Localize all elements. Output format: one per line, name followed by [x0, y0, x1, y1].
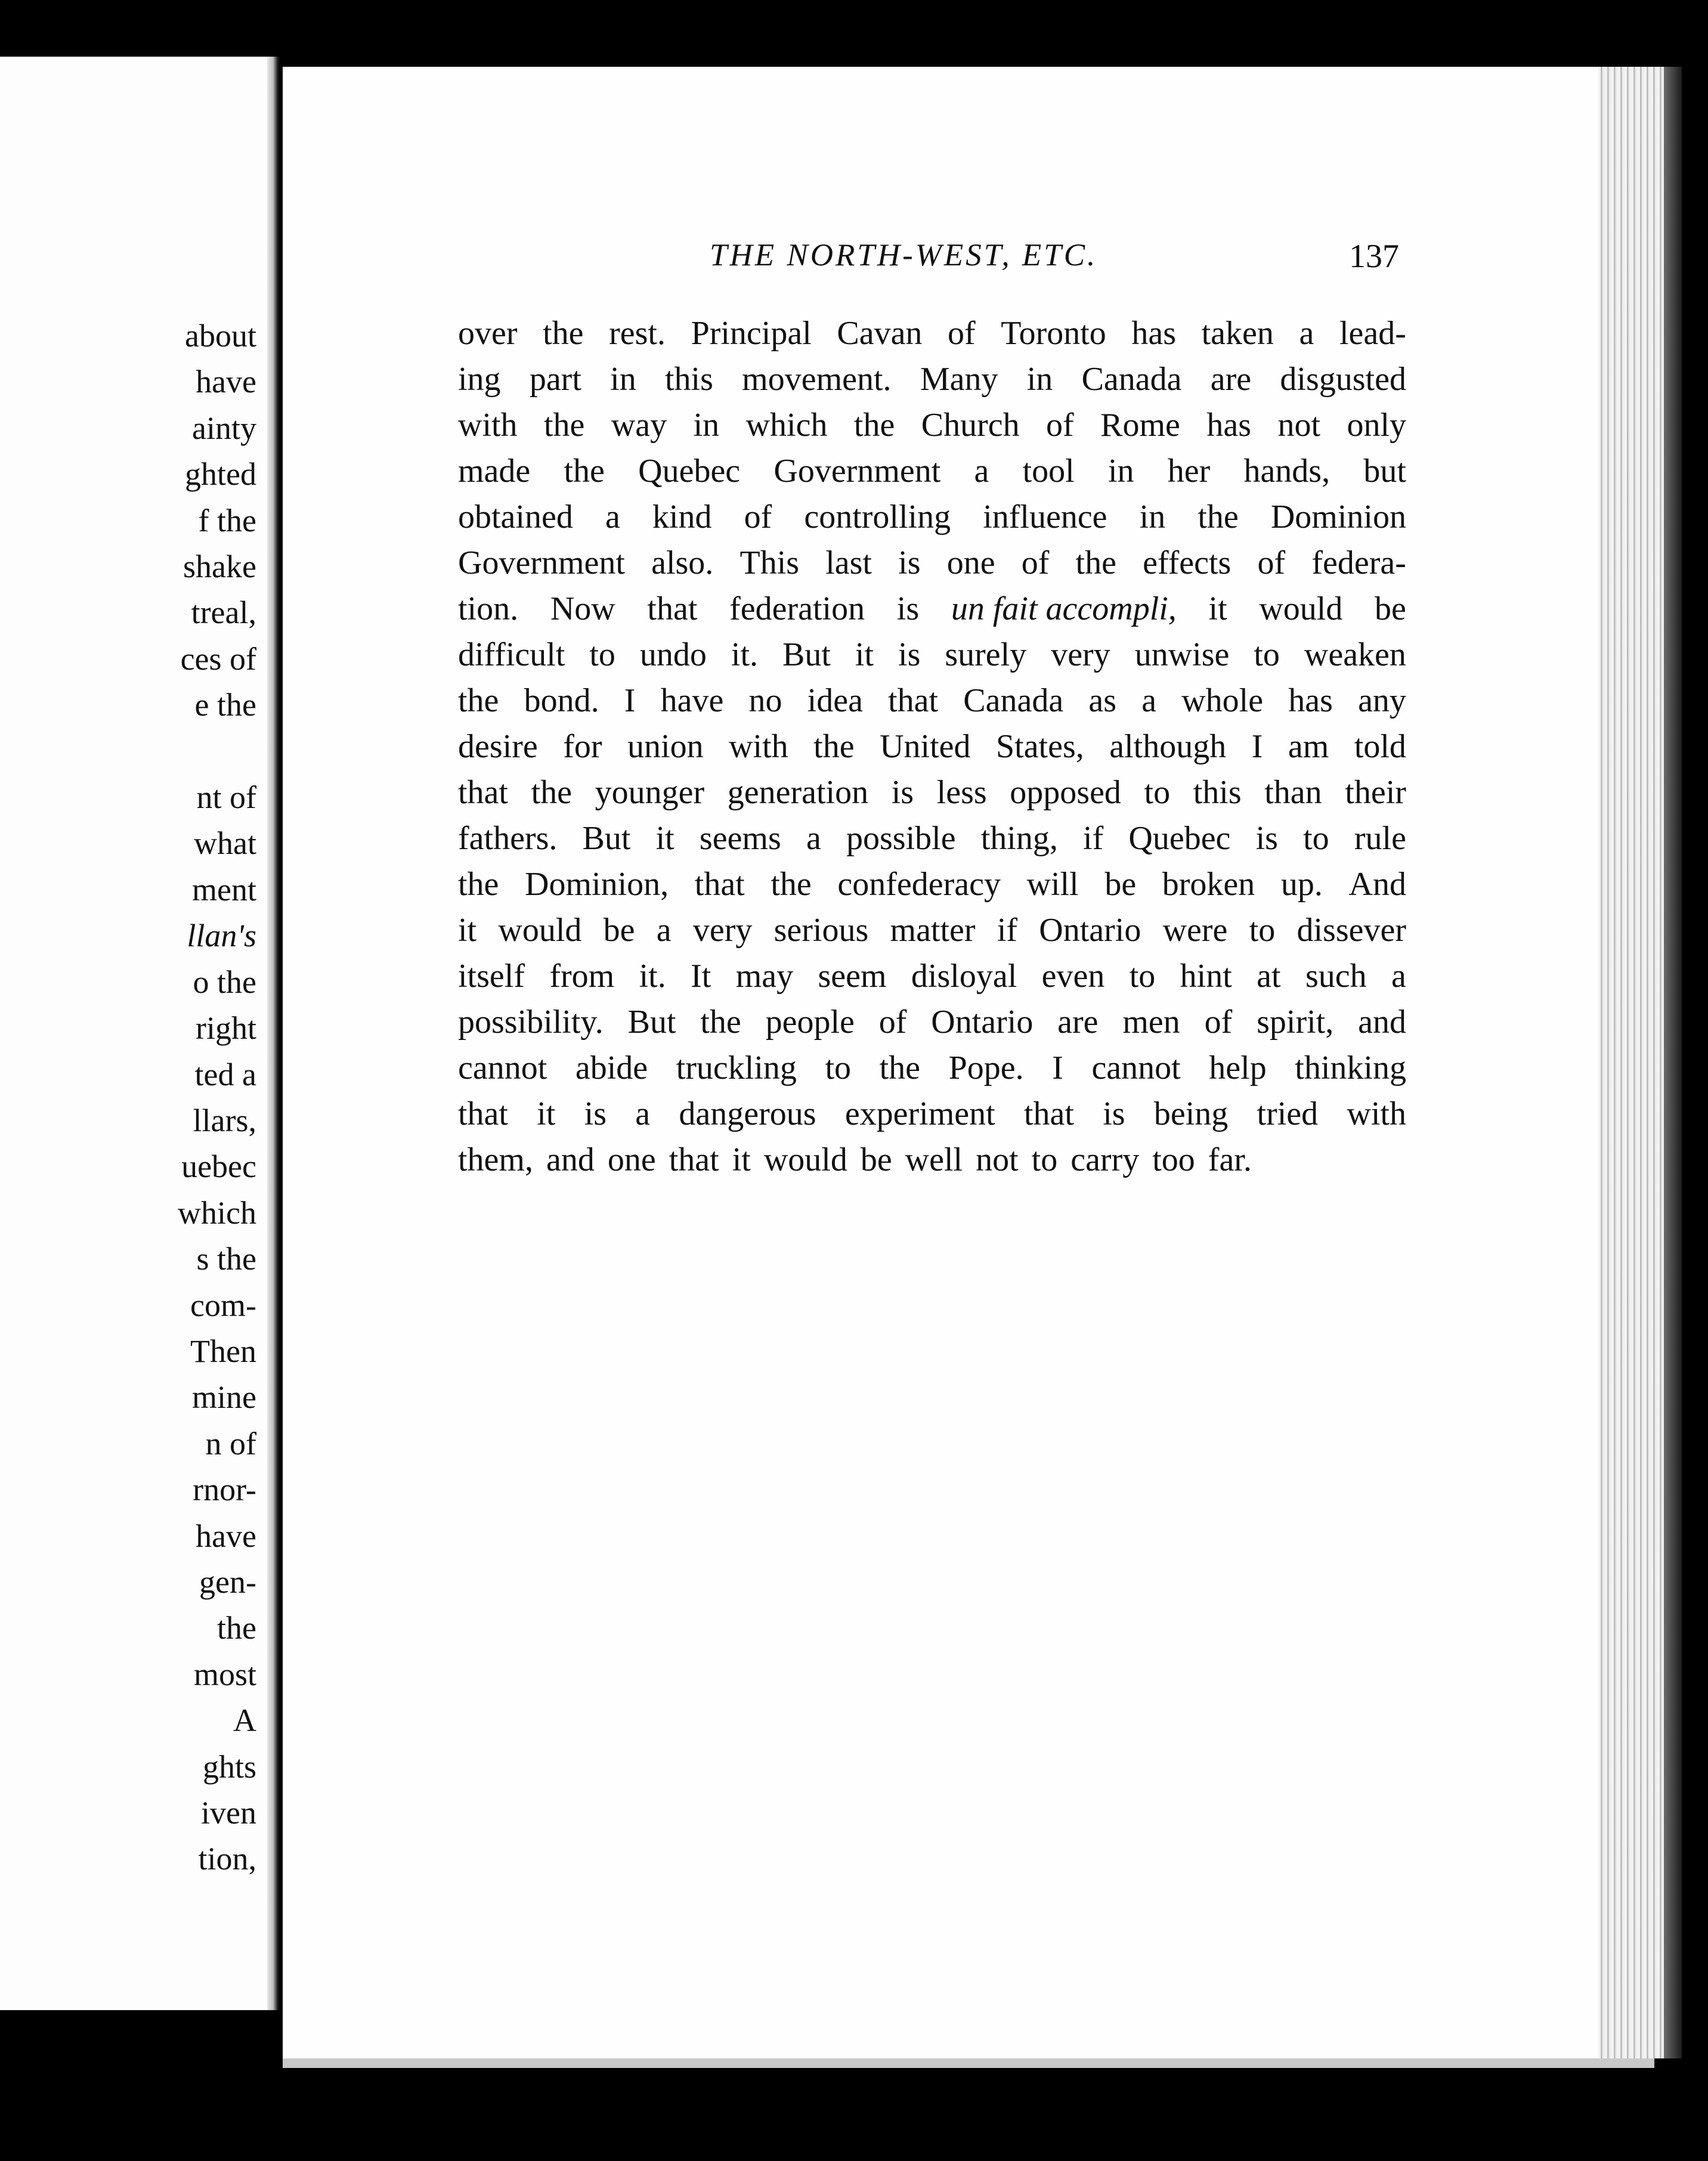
word: a — [1141, 682, 1157, 719]
word: Many — [920, 361, 998, 398]
left-page-fragment: llan's — [187, 918, 256, 954]
word: it — [537, 1095, 556, 1132]
word: States, — [995, 728, 1084, 765]
word: to — [1129, 958, 1156, 995]
word: a — [1299, 315, 1314, 352]
word: carry — [1070, 1141, 1140, 1178]
word: thinking — [1295, 1049, 1406, 1086]
word: serious — [773, 912, 869, 949]
word: any — [1358, 682, 1406, 719]
word: Principal — [691, 315, 812, 352]
word: But — [627, 1004, 676, 1041]
word: far. — [1208, 1141, 1252, 1178]
left-page-text-fragments — [6, 313, 256, 1883]
book-cover-edge — [1664, 67, 1682, 2058]
word: in — [693, 407, 720, 444]
word: hint — [1180, 958, 1232, 995]
word: it. — [639, 958, 666, 995]
page-bottom-edge — [283, 2058, 1654, 2068]
word: I — [1052, 1049, 1063, 1086]
word: I — [1251, 728, 1263, 765]
text-line — [458, 494, 1406, 540]
word: lead- — [1339, 315, 1406, 352]
word: of — [1257, 544, 1286, 581]
word: the — [543, 315, 584, 352]
word: that — [669, 1141, 719, 1178]
word: this — [1193, 774, 1242, 811]
word: thing, — [980, 820, 1058, 857]
word: Dominion — [1270, 499, 1406, 535]
word: a — [635, 1095, 651, 1132]
word: her — [1167, 453, 1211, 490]
word: have — [660, 682, 724, 719]
word: Canada — [1081, 361, 1182, 398]
word: is — [1255, 820, 1278, 857]
left-page-fragment: have — [196, 1518, 256, 1554]
word: it — [732, 1141, 751, 1178]
left-page-fragment: llars, — [193, 1102, 256, 1138]
word: would — [763, 1141, 847, 1178]
word: were — [1162, 912, 1228, 949]
left-page-fragment: right — [196, 1010, 256, 1047]
word: undo — [639, 636, 707, 673]
left-page-fragment: ces of — [180, 640, 256, 677]
word: in — [610, 361, 636, 398]
word: dissever — [1297, 912, 1406, 949]
left-page-fragment: uebec — [181, 1148, 256, 1185]
page-edges — [1598, 67, 1664, 2058]
word: that — [458, 1095, 508, 1132]
word: that — [694, 866, 745, 903]
left-page-fragment: have — [196, 364, 256, 400]
word: But — [582, 820, 631, 857]
word: obtained — [458, 499, 573, 535]
word: Church — [921, 407, 1020, 444]
word: has — [1206, 407, 1251, 444]
word: Quebec — [638, 453, 741, 490]
word: It — [691, 958, 711, 995]
left-page-fragment: mine — [192, 1379, 256, 1416]
word: which — [745, 407, 828, 444]
word: truckling — [676, 1049, 797, 1086]
word: be — [1375, 590, 1406, 627]
word: up. — [1280, 866, 1323, 903]
word: their — [1345, 774, 1406, 811]
word: Toronto — [1001, 315, 1106, 352]
word: the — [879, 1049, 921, 1086]
word: to — [1031, 1141, 1058, 1178]
word: the — [1198, 499, 1239, 535]
word: with — [1347, 1095, 1406, 1132]
text-line — [458, 1137, 1406, 1183]
text-line — [458, 1091, 1406, 1137]
word: is — [896, 590, 920, 627]
word: seems — [699, 820, 781, 857]
left-page-fragment: tion, — [198, 1841, 256, 1877]
word: has — [1131, 315, 1177, 352]
word: experiment — [844, 1095, 995, 1132]
word: controlling — [804, 499, 951, 535]
word: be — [860, 1141, 892, 1178]
word: well — [905, 1141, 963, 1178]
text-line — [458, 862, 1406, 908]
word: possible — [846, 820, 956, 857]
word: possibility. — [458, 1004, 604, 1041]
left-page-fragment: ghts — [202, 1748, 256, 1785]
word: fathers. — [458, 820, 558, 857]
word: federa- — [1311, 544, 1406, 581]
word: made — [458, 453, 531, 490]
word: I — [624, 682, 636, 719]
left-page-fragment: gen- — [199, 1564, 256, 1600]
left-page-fragment: nt of — [196, 779, 256, 816]
word: Canada — [963, 682, 1064, 719]
left-page-fragment: s the — [196, 1241, 256, 1277]
text-line — [458, 1045, 1406, 1091]
word: way — [611, 407, 667, 444]
word: abide — [575, 1049, 648, 1086]
word: one — [946, 544, 995, 581]
word: that — [458, 774, 508, 811]
word: is — [891, 774, 914, 811]
word: than — [1264, 774, 1322, 811]
word: last — [825, 544, 872, 581]
word: is — [898, 636, 921, 673]
left-page-fragment: f the — [198, 502, 256, 538]
text-line — [458, 999, 1406, 1045]
word: generation — [727, 774, 869, 811]
word: it. — [731, 636, 759, 673]
word: in — [1139, 499, 1166, 535]
word: told — [1354, 728, 1406, 765]
word: United — [880, 728, 971, 765]
word: of — [1021, 544, 1050, 581]
word: tool — [1022, 453, 1075, 490]
word: and — [546, 1141, 595, 1178]
text-line — [458, 540, 1406, 586]
word: even — [1041, 958, 1105, 995]
word: broken — [1162, 866, 1255, 903]
word: be — [603, 912, 635, 949]
word: be — [1104, 866, 1137, 903]
left-page-fragment: iven — [201, 1795, 256, 1831]
word: in — [1107, 453, 1134, 490]
word: that — [888, 682, 939, 719]
left-page-fragment: about — [185, 318, 256, 354]
word: a — [1391, 958, 1406, 995]
word: the — [564, 453, 605, 490]
word: this — [664, 361, 713, 398]
text-line — [458, 357, 1406, 403]
word: Ontario — [1039, 912, 1141, 949]
left-page-fragment: shake — [183, 549, 256, 585]
text-line — [458, 724, 1406, 770]
word: Government — [458, 544, 625, 581]
left-page — [0, 57, 267, 2010]
word: if — [1083, 820, 1104, 857]
word: is — [898, 544, 921, 581]
text-line — [458, 311, 1406, 357]
word: it — [855, 636, 874, 673]
left-page-fragment: A — [233, 1702, 256, 1739]
word: kind — [652, 499, 712, 535]
word: dangerous — [679, 1095, 816, 1132]
word: and — [1358, 1004, 1406, 1041]
word: a — [806, 820, 821, 857]
word: Government — [773, 453, 941, 490]
word: very — [692, 912, 753, 949]
word: not — [976, 1141, 1019, 1178]
word: effects — [1143, 544, 1232, 581]
word: itself — [458, 958, 525, 995]
word: very — [1051, 636, 1110, 673]
word: hands, — [1243, 453, 1330, 490]
word: to — [1254, 636, 1280, 673]
word: part — [529, 361, 581, 398]
word: desire — [458, 728, 538, 765]
word: help — [1209, 1049, 1267, 1086]
word: over — [458, 315, 518, 352]
word: would — [1259, 590, 1343, 627]
word: Rome — [1100, 407, 1180, 444]
word: them, — [458, 1141, 533, 1178]
word: Pope. — [948, 1049, 1024, 1086]
word: one — [607, 1141, 656, 1178]
text-line — [458, 448, 1406, 494]
word: un fait accompli, — [951, 590, 1177, 627]
word: at — [1257, 958, 1281, 995]
word: are — [1210, 361, 1252, 398]
word: cannot — [458, 1049, 547, 1086]
word: bond. — [524, 682, 599, 719]
left-page-fragment: n of — [205, 1425, 256, 1462]
running-head: THE NORTH-WEST, ETC. — [710, 238, 1098, 273]
word: it — [458, 912, 477, 949]
word: whole — [1181, 682, 1264, 719]
text-line — [458, 908, 1406, 953]
word: unwise — [1134, 636, 1230, 673]
word: matter — [890, 912, 976, 949]
text-line — [458, 403, 1406, 448]
word: the — [531, 774, 573, 811]
word: in — [1026, 361, 1053, 398]
word: although — [1109, 728, 1227, 765]
word: rule — [1354, 820, 1406, 857]
text-line — [458, 953, 1406, 999]
word: rest. — [609, 315, 666, 352]
left-page-fragment: ghted — [185, 456, 256, 493]
word: that — [647, 590, 698, 627]
word: difficult — [458, 636, 565, 673]
word: it — [655, 820, 674, 857]
page-number: 137 — [1349, 238, 1399, 275]
text-line — [458, 816, 1406, 862]
word: seem — [818, 958, 887, 995]
word: idea — [807, 682, 863, 719]
left-page-fragment: ment — [192, 871, 256, 908]
word: that — [1023, 1095, 1074, 1132]
word: of — [1204, 1004, 1233, 1041]
word: surely — [945, 636, 1027, 673]
left-page-fragment — [6, 729, 256, 775]
left-page-fragment: rnor- — [193, 1472, 256, 1508]
left-page-fragment: treal, — [191, 595, 256, 631]
word: Quebec — [1128, 820, 1231, 857]
word: with — [729, 728, 788, 765]
left-page-fragment: com- — [190, 1287, 256, 1323]
word: will — [1026, 866, 1079, 903]
left-page-fragment: ainty — [192, 410, 256, 446]
word: of — [744, 499, 772, 535]
word: taken — [1201, 315, 1274, 352]
word: younger — [595, 774, 705, 811]
word: am — [1288, 728, 1329, 765]
word: is — [584, 1095, 607, 1132]
word: disgusted — [1280, 361, 1406, 398]
word: the — [771, 866, 812, 903]
word: Now — [550, 590, 615, 627]
word: may — [735, 958, 794, 995]
word: to — [1249, 912, 1276, 949]
left-page-fragment: o the — [193, 964, 256, 1000]
word: of — [878, 1004, 907, 1041]
body-text — [458, 311, 1406, 1183]
word: to — [825, 1049, 852, 1086]
word: the — [1075, 544, 1116, 581]
left-page-fragment: what — [194, 825, 256, 862]
word: a — [605, 499, 620, 535]
word: less — [936, 774, 987, 811]
word: disloyal — [911, 958, 1017, 995]
word: is — [1103, 1095, 1125, 1132]
text-line — [458, 678, 1406, 724]
word: not — [1277, 407, 1320, 444]
word: to — [1144, 774, 1171, 811]
word: confederacy — [837, 866, 1001, 903]
word: of — [948, 315, 976, 352]
left-page-fragment: most — [193, 1656, 256, 1692]
word: men — [1122, 1004, 1180, 1041]
word: for — [563, 728, 602, 765]
word: tried — [1257, 1095, 1319, 1132]
word: tion. — [458, 590, 519, 627]
word: weaken — [1304, 636, 1406, 673]
word: no — [748, 682, 782, 719]
word: also. — [651, 544, 714, 581]
word: it — [1208, 590, 1227, 627]
word: too — [1152, 1141, 1195, 1178]
word: has — [1288, 682, 1333, 719]
word: But — [782, 636, 831, 673]
left-page-fragment: e the — [194, 687, 256, 723]
left-page-fragment: the — [217, 1610, 256, 1646]
word: only — [1347, 407, 1406, 444]
word: cannot — [1091, 1049, 1181, 1086]
word: the — [458, 682, 499, 719]
word: a — [974, 453, 989, 490]
word: the — [458, 866, 499, 903]
word: the — [853, 407, 895, 444]
word: Cavan — [837, 315, 923, 352]
left-page-fragment: which — [178, 1194, 256, 1231]
word: to — [1303, 820, 1329, 857]
word: union — [627, 728, 704, 765]
book-gutter — [267, 57, 280, 2010]
word: from — [549, 958, 615, 995]
text-line — [458, 586, 1406, 632]
left-page-fragment: Then — [190, 1333, 256, 1369]
word: people — [765, 1004, 855, 1041]
word: influence — [983, 499, 1107, 535]
word: the — [813, 728, 855, 765]
text-line — [458, 770, 1406, 816]
word: opposed — [1010, 774, 1121, 811]
word: spirit, — [1257, 1004, 1334, 1041]
word: with — [458, 407, 518, 444]
left-page-fragment: ted a — [194, 1056, 256, 1092]
word: movement. — [742, 361, 892, 398]
word: ing — [458, 361, 501, 398]
word: Ontario — [931, 1004, 1034, 1041]
word: to — [589, 636, 615, 673]
word: federation — [729, 590, 865, 627]
word: being — [1153, 1095, 1229, 1132]
word: if — [997, 912, 1018, 949]
word: as — [1088, 682, 1117, 719]
word: Dominion, — [525, 866, 669, 903]
word: the — [700, 1004, 741, 1041]
text-line — [458, 632, 1406, 678]
word: a — [656, 912, 672, 949]
word: would — [498, 912, 582, 949]
word: are — [1057, 1004, 1099, 1041]
word: And — [1348, 866, 1406, 903]
word: of — [1046, 407, 1074, 444]
word: such — [1305, 958, 1367, 995]
word: but — [1363, 453, 1406, 490]
word: This — [739, 544, 800, 581]
word: the — [544, 407, 585, 444]
